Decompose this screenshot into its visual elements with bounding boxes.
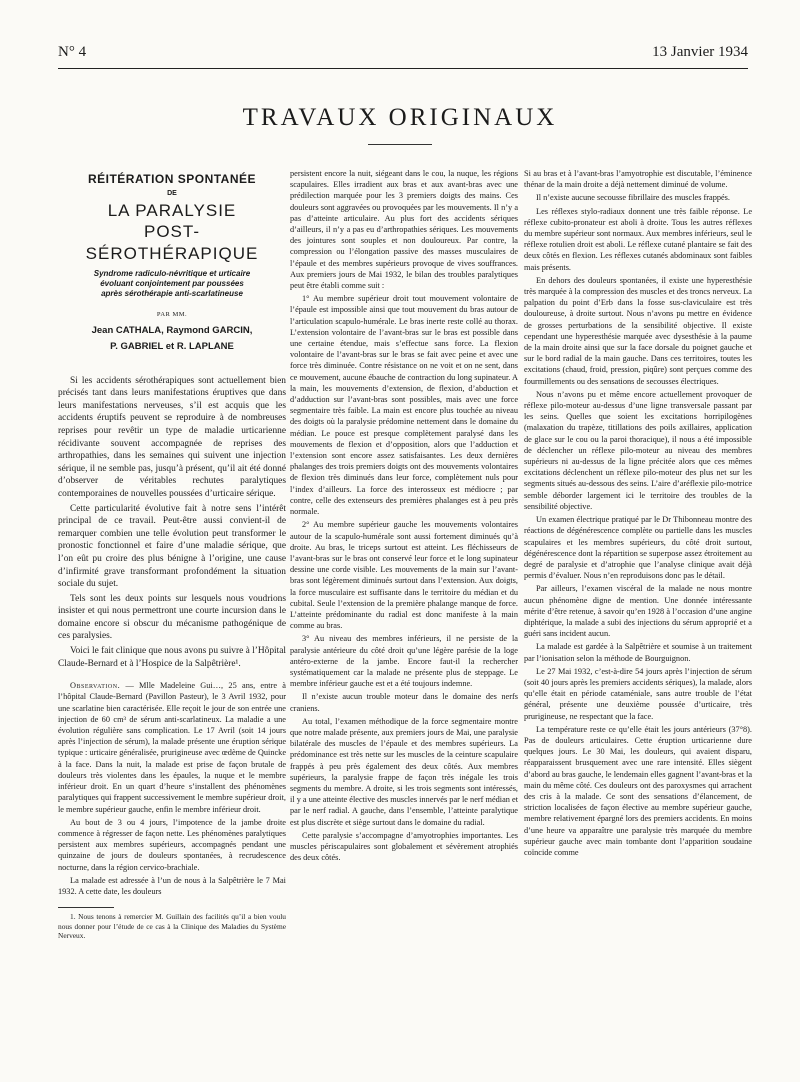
article-subtitle-line: évoluant conjointement par poussées: [100, 279, 244, 289]
intro-paragraph: Si les accidents sérothérapiques sont actuellement bien précisés tant dans leurs manifestations éruptives que dans leurs manifestations nerveuses, s’il est acquis que les accidents éruptifs peuvent se reproduire à de nombreuses reprises pour revêtir un type de maladie urticarienne récidivante souvent accompagnée de reprises des arthropathies, dans les semaines qui suivent une injection sérique, il ne semble pas, jusqu’à présent, qu’il ait été donné d’observer de véritables rechutes paralytiques contemporaines de nouvelles poussées d’urticaire sérique.: [58, 375, 286, 499]
section-title: TRAVAUX ORIGINAUX: [242, 104, 558, 131]
body-paragraph: Nous n’avons pu et même encore actuellement provoquer de réflexe pilo-moteur au-dessus d’une ligne transversale passant par les seins. Quelles que soient les excitations horripilogènes (malaxation du trapèze, titillations des poils axillaires, application de glace sur le cou ou la paroi thoracique), il nous a été impossible de déclencher un réflexe pilo-moteur au niveau des membres supérieurs ni au-dessus de la ligne précitée alors que ces mêmes excitations déclenchent un réflexe pilo-moteur des plus net sur les segments situés au-dessous des seins. L’aire d’aréflexie pilo-motrice semble déborder largement ici le territoire des troubles de la sensibilité objective.: [524, 389, 752, 511]
article-subtitle-line: Syndrome radiculo-névritique et urticaire: [93, 269, 251, 279]
issue-number: N° 4: [58, 44, 87, 60]
intro-paragraph: Cette particularité évolutive fait à notre sens l’intérêt principal de ce travail. Peut-être aussi convient-il de remarquer combien une telle évolution peut transformer le pronostic fonctionnel et faire d’une maladie sérique, que l’on eût pu croire des plus bénigne à l’origine, une cause d’infirmité grave transformant profondément la situation sociale du sujet.: [58, 503, 286, 590]
observation-label: Observation.: [70, 681, 121, 691]
body-paragraph: Si au bras et à l’avant-bras l’amyotrophie est discutable, l’éminence thénar de la main droite a déjà nettement diminué de volume.: [524, 169, 752, 190]
body-paragraph: Les réflexes stylo-radiaux donnent une très faible réponse. Le réflexe cubito-pronateur est aboli à droite. Tous les autres réflexes du membre supérieur sont normaux. Aux membres inférieurs, seul le réflexe rotulien droit est aboli. Le réflexe cutané plantaire se fait des deux côtés en flexion. Les réflexes cutanés abdominaux sont faibles mais présents.: [524, 206, 752, 272]
article-title-main-2: POST-SÉROTHÉRAPIQUE: [85, 222, 259, 264]
body-paragraph: Cette paralysie s’accompagne d’amyotrophies importantes. Les muscles périscapulaires sont globalement et sévèrement atrophiés des deux côtés.: [290, 830, 518, 863]
body-paragraph: En dehors des douleurs spontanées, il existe une hyperesthésie très marquée à la compression des muscles et des troncs nerveux. La palpation du point d’Erb dans la fosse sus-claviculaire est très douloureuse, à droite surtout. Nous n’avons pu mettre en évidence de grosses perturbations de la sensibilité objective. Il existe cependant une hyperesthésie marquée avec dysesthésie à la paume de la main droite ainsi que sur la face dorsale du poignet gauche et sur le bord radial de la main gauche. Dans ces territoires, toutes les excitations (chaud, froid, pression, piqûre) sont perçues comme des fourmillements ou des sensations de secousses électriques.: [524, 275, 752, 386]
issue-date: 13 Janvier 1934: [652, 44, 748, 60]
article-title-de: DE: [167, 190, 177, 198]
intro-paragraph: Tels sont les deux points sur lesquels nous voudrions insister et qui nous permettront une courte incursion dans le domaine encore si obscur du mécanisme pathogénique de ces paralysies.: [58, 593, 286, 642]
article-heading: [58, 174, 286, 353]
body-paragraph: persistent encore la nuit, siégeant dans le cou, la nuque, les régions scapulaires. Elles irradient aux bras et aux avant-bras avec une prédilection marquée pour les 3 premiers doigts des mains. Ces douleurs sont aggravées ou provoquées par les mouvements. Il n’y a pas d’atteinte articulaire. Au plus fort des accidents sériques d’ailleurs, il n’y a pas eu d’arthropathies sériques. Les mouvements des jointures sont souples et non douloureux. Par contre, la compression ou l’élongation passive des masses musculaires de l’épaule et des membres supérieurs provoque de vives souffrances. Aux premiers jours de Mai 1932, le bilan des troubles paralytiques peut être établi comme suit :: [290, 169, 518, 291]
body-paragraph: La température reste ce qu’elle était les jours antérieurs (37°8). Pas de douleurs articulaires. Cette éruption urticarienne dure quelques jours. Le 30 Mai, les douleurs, qui avaient disparu, réapparaissent brusquement avec une rare intensité. Elles siègent d’abord au bras gauche, le lendemain elles gagnent l’avant-bras et la main du même côté. Ces douleurs ont des paroxysmes qui arrachent des cris à la malade. Ce sont des sensations d’élancement, de striction localisées de façon élective au membre supérieur gauche, membre relativement épargné lors des premiers accidents. En moins d’une heure va apparaître une paralysie très marquée du membre supérieur gauche avec main tombante dont l’apparition soudaine coïncide comme: [524, 724, 752, 857]
observation-paragraph: [58, 680, 286, 814]
footnote-rule: [58, 907, 114, 908]
authors-intro: PAR MM.: [156, 311, 188, 319]
body-paragraph: Un examen électrique pratiqué par le Dr Thibonneau montre des réactions de dégénérescence complète ou partielle dans les muscles scapulaires et les membres supérieurs, du côté droit surtout, dégénérescence dont la répartition se superpose assez étroitement au degré de paralysie et d’atrophie que l’analyse clinique avait déjà permis d’évaluer. Nous n’en reproduisons donc pas le détail.: [524, 515, 752, 581]
body-paragraph: Par ailleurs, l’examen viscéral de la malade ne nous montre aucun phénomène digne de mention. Une donnée intéressante mérite d’être retenue, à savoir qu’en 1928 à l’occasion d’une angine diphtérique, la malade a subi des injections du sérum approprié et a guéri sans incident aucun.: [524, 584, 752, 639]
body-paragraph: 2° Au membre supérieur gauche les mouvements volontaires autour de la scapulo-humérale sont aussi fortement diminués qu’à droite. Au bras, le triceps surtout est atteint. Les fléchisseurs de l’avant-bras sur le bras ont conservé leur force et le long supinateur dessine une corde visible. Les mouvements de la main sur l’avant-bras sont légèrement diminués surtout dans l’extension. Aux doigts, la force musculaire est suffisante dans le territoire du médian et du cubital. Seule l’extension de la première phalange manque de force. L’atteinte prédominante du radial est donc manifeste à la main comme au bras.: [290, 520, 518, 631]
observation-text: — Mlle Madeleine Gui…, 25 ans, entre à l’hôpital Claude-Bernard (Pavillon Pasteur), le 3 Avril 1932, pour une scarlatine bien caractérisée. Elle reçoit le jour de son entrée une injection de 60 cm³ de sérum anti-scarlatineux. La maladie a une évolution régulière sans complication. Le 17 Avril (soit 14 jours après l’injection de sérum), la malade présente une éruption sérique typique : urticaire généralisée, prurigineuse avec œdème de Quincke à la face. Dans la nuit, la malade est prise de façon brutale de douleurs très violentes dans les épaules, la nuque et le membre inférieur droit. En un quart d’heure s’installent des phénomènes paralytiques qui frappent successivement le membre supérieur droit, le membre supérieur gauche, enfin le membre inférieur droit.: [58, 681, 286, 814]
article-title-reiteration: RÉITÉRATION SPONTANÉE: [87, 172, 257, 186]
observation-paragraph: Au bout de 3 ou 4 jours, l’impotence de la jambe droite commence à régresser de façon nette. Les phénomènes paralytiques persistent aux membres supérieurs, accompagnés pendant une quinzaine de jours de douleurs spontanées, à recrudescence nocturne, dans la région cervico-brachiale.: [58, 817, 286, 872]
section-title-rule: [368, 144, 432, 145]
observation-paragraph: La malade est adressée à l’un de nous à la Salpêtrière le 7 Mai 1932. A cette date, les douleurs: [58, 875, 286, 896]
authors-line-1: Jean CATHALA, Raymond GARCIN,: [91, 324, 253, 336]
body-paragraph: Le 27 Mai 1932, c’est-à-dire 54 jours après l’injection de sérum (soit 40 jours après les premiers accidents sériques), la malade, alors qu’elle était en période cataméniale, sans autre trouble de l’état général, présente une deuxième poussée d’urticaire, très prurigineuse, ne respectant que la face.: [524, 666, 752, 721]
body-paragraph: 1° Au membre supérieur droit tout mouvement volontaire de l’épaule est impossible ainsi que tout mouvement du bras autour de l’articulation scapulo-humérale. Le bras inerte reste collé au thorax. L’extension volontaire de l’avant-bras sur le bras est possible dans une certaine étendue, mais s’effectue sans force. La flexion volontaire de l’avant-bras sur le bras se fait avec peine et avec une force très diminuée. Contre résistance on ne voit et on ne sent, dans ce mouvement, aucune ébauche de contraction du long supinateur. A la main, les mouvements d’extension, de flexion, d’abduction et d’adduction sur l’avant-bras sont possibles, mais avec une force segmentaire très faible. La main est encore plus touchée au niveau des doigts où la paralysie prédomine nettement dans le domaine du médian. Le pouce est presque complètement paralysé dans les mouvements de flexion et d’opposition, alors que l’adduction et l’extension sont encore assez satisfaisantes. Les deux dernières phalanges des trois premiers doigts ont des mouvements volontaires de flexion très diminués dans leur force, complètement nuls pour l’index d’ailleurs. La force des interosseux est médiocre ; par contre, celle des extenseurs des premières phalanges est à peu près normale.: [290, 294, 518, 517]
footnote: 1. Nous tenons à remercier M. Guillain des facilités qu’il a bien voulu nous donner pour l’étude de ce cas à la Clinique des Maladies du Système Nerveux.: [58, 912, 286, 941]
column-2: [290, 168, 518, 1064]
article-subtitle-line: après sérothérapie anti-scarlatineuse: [101, 289, 243, 299]
intro-paragraph: Voici le fait clinique que nous avons pu suivre à l’Hôpital Claude-Bernard et à l’Hospice de la Salpêtrière¹.: [58, 646, 286, 669]
article-title-main-1: LA PARALYSIE: [107, 201, 237, 221]
authors-line-2: P. GABRIEL et R. LAPLANE: [110, 340, 234, 352]
article-subtitle: [58, 269, 286, 299]
body-paragraph: Au total, l’examen méthodique de la force segmentaire montre que notre malade présente, aux premiers jours de Mai, une paralysie bilatérale des muscles de l’épaule et des membres supérieurs. La prédominance est très nette sur les muscles de la ceinture scapulaire frappés à peu près également des deux côtés. Aux membres supérieurs, la paralysie frappe de façon très inégale les trois segments du membre. A droite, si les trois segments sont intéressés, il y a une atteinte élective des muscles innervés par le nerf médian et par le nerf radial. A gauche, dans l’ensemble, l’atteinte paralytique est plus discrète et siège surtout dans le domaine du radial.: [290, 716, 518, 827]
introduction: [58, 375, 286, 671]
body-paragraph: 3° Au niveau des membres inférieurs, il ne persiste de la paralysie antérieure du côté droit qu’une légère parésie de la loge antéro-externe de la jambe. Encore faut-il la rechercher systématiquement car la malade ne présente plus de steppage. Le membre inférieur gauche est et a été toujours indemne.: [290, 634, 518, 689]
body-paragraph: Il n’existe aucun trouble moteur dans le domaine des nerfs craniens.: [290, 692, 518, 713]
body-paragraph: Il n’existe aucune secousse fibrillaire des muscles frappés.: [536, 193, 730, 203]
body-paragraph: La malade est gardée à la Salpêtrière et soumise à un traitement par l’ionisation selon la méthode de Bourguignon.: [524, 642, 752, 663]
column-3: [524, 168, 752, 1026]
observation: [58, 680, 286, 897]
column-1: [58, 168, 286, 1064]
header-rule: [58, 68, 748, 69]
